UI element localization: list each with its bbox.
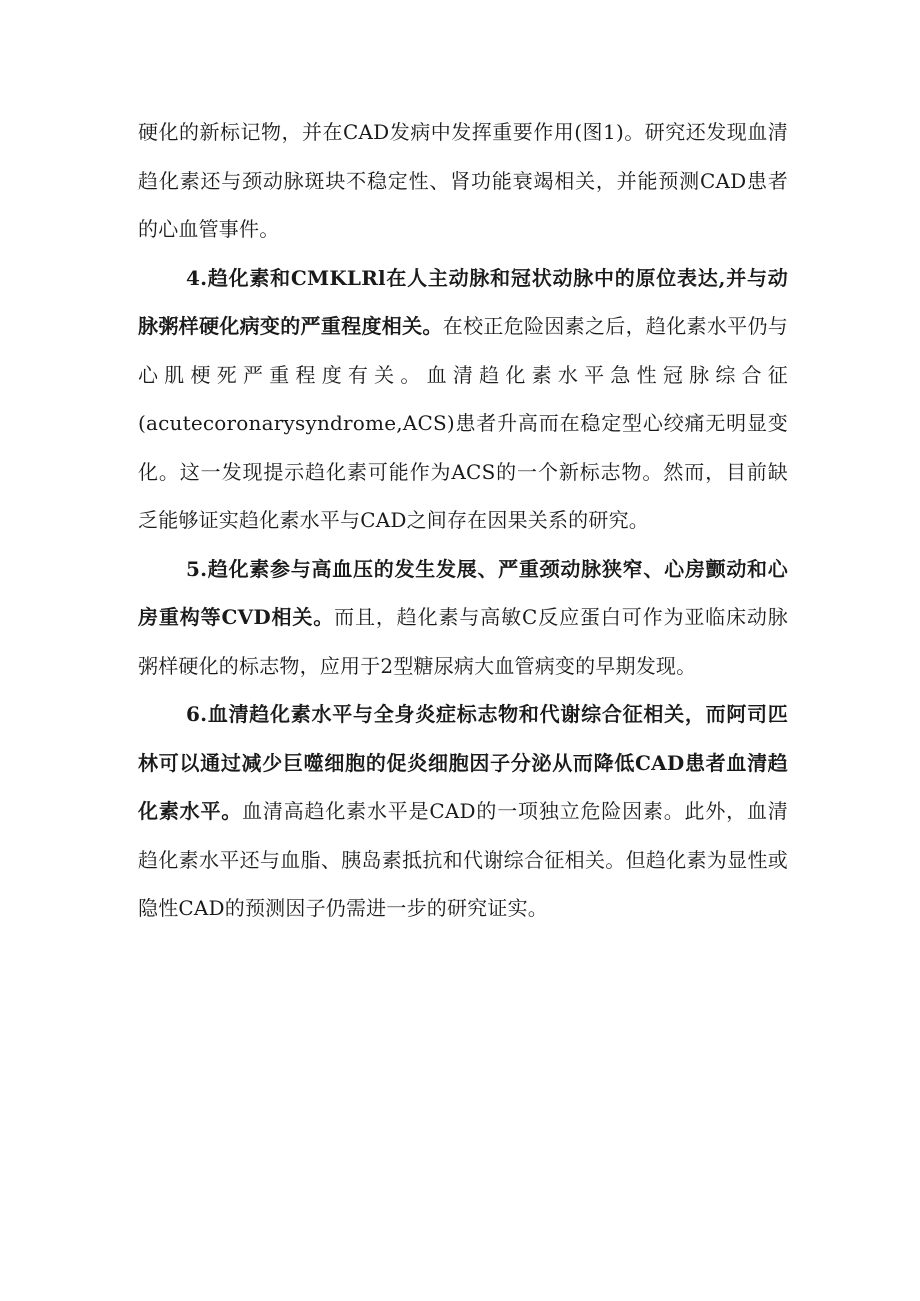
paragraph-4: [138, 690, 788, 933]
paragraph-2-text: 在校正危险因素之后，趋化素水平仍与心肌梗死严重程度有关。血清趋化素水平急性冠脉综合征(acutecoronarysyndrome,ACS)患者升高而在稳定型心绞痛无明显变化。这一发现提示趋化素可能作为ACS的一个新标志物。然而，目前缺乏能够证实趋化素水平与CAD之间存在因果关系的研究。: [138, 314, 789, 532]
paragraph-4-lead: .血清趋化素水平与全身炎症标志物和代谢综合征相关，而阿司匹林可以通过减少巨噬细胞的促炎细胞因子分泌从而降低CAD患者血清趋化素水平。: [138, 702, 788, 823]
paragraph-3: [138, 545, 788, 691]
document-page: [138, 108, 788, 933]
paragraph-1: [138, 108, 788, 254]
paragraph-2: [138, 254, 788, 545]
paragraph-3-number: 5: [186, 556, 201, 581]
paragraph-4-text: 血清高趋化素水平是CAD的一项独立危险因素。此外，血清趋化素水平还与血脂、胰岛素抵抗和代谢综合征相关。但趋化素为显性或隐性CAD的预测因子仍需进一步的研究证实。: [138, 799, 789, 920]
paragraph-1-text: 硬化的新标记物，并在CAD发病中发挥重要作用(图1)。研究还发现血清趋化素还与颈动脉斑块不稳定性、肾功能衰竭相关，并能预测CAD患者的心血管事件。: [138, 120, 788, 241]
paragraph-3-lead: .趋化素参与高血压的发生发展、严重颈动脉狭窄、心房颤动和心房重构等CVD相关。: [138, 556, 788, 629]
paragraph-2-number: 4: [186, 265, 201, 290]
paragraph-2-lead: .趋化素和CMKLRl在人主动脉和冠状动脉中的原位表达,并与动脉粥样硬化病变的严重程度相关。: [138, 265, 788, 338]
paragraph-3-text: 而且，趋化素与高敏C反应蛋白可作为亚临床动脉粥样硬化的标志物，应用于2型糖尿病大血管病变的早期发现。: [138, 605, 789, 678]
paragraph-4-number: 6: [186, 702, 201, 726]
